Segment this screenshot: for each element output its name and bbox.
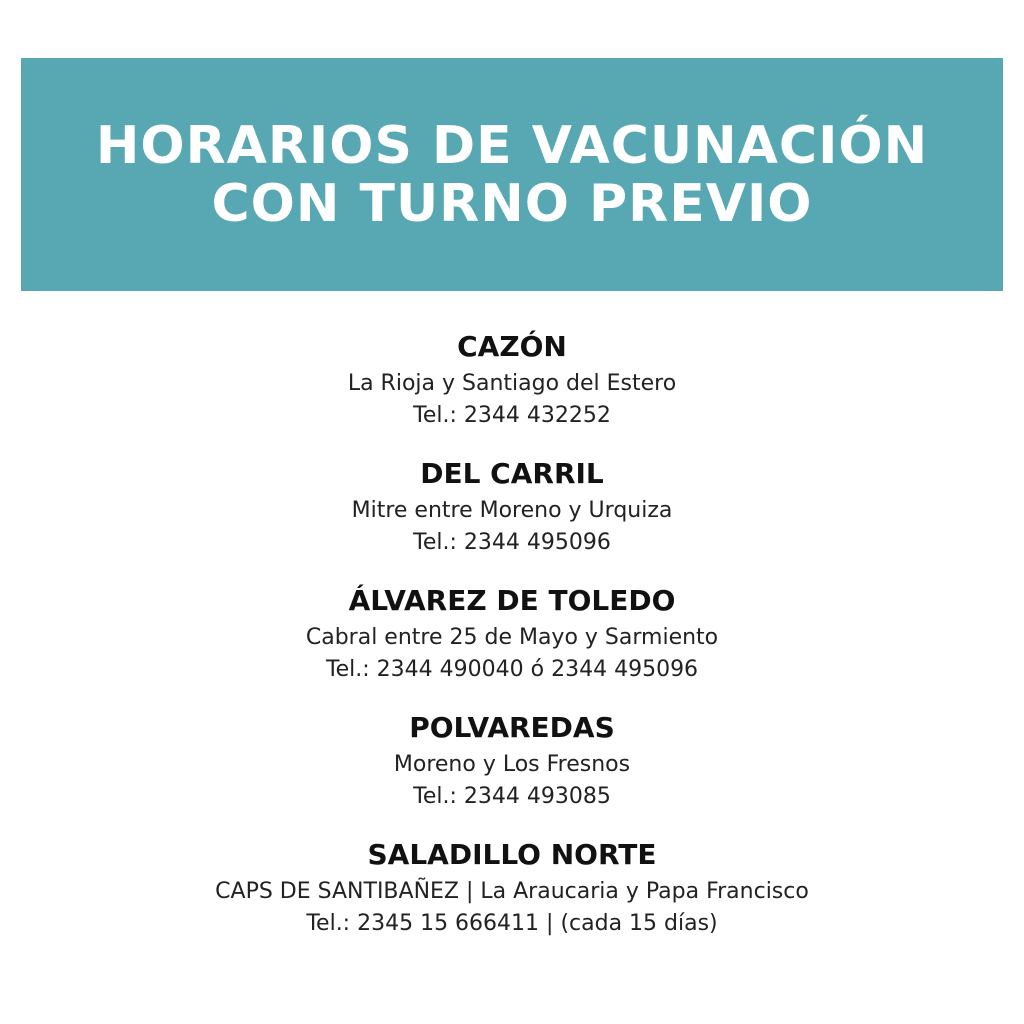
location-address: Mitre entre Moreno y Urquiza — [351, 498, 673, 523]
location-name: ÁLVAREZ DE TOLEDO — [348, 584, 676, 617]
location-address: CAPS DE SANTIBAÑEZ | La Araucaria y Papa Francisco — [215, 879, 809, 904]
location-name: POLVAREDAS — [409, 711, 615, 744]
location-polvaredas — [0, 707, 1024, 813]
location-phone: Tel.: 2344 432252 — [413, 403, 611, 428]
location-alvarez-de-toledo — [0, 580, 1024, 686]
location-address: Cabral entre 25 de Mayo y Sarmiento — [305, 625, 719, 650]
location-phone: Tel.: 2344 490040 ó 2344 495096 — [325, 657, 699, 682]
location-address: Moreno y Los Fresnos — [393, 752, 631, 777]
title-line-2: CON TURNO PREVIO — [211, 173, 813, 234]
location-name: CAZÓN — [457, 330, 567, 363]
location-phone: Tel.: 2345 15 666411 | (cada 15 días) — [306, 911, 718, 936]
location-phone: Tel.: 2344 495096 — [413, 530, 611, 555]
location-del-carril — [0, 453, 1024, 559]
location-address: La Rioja y Santiago del Estero — [347, 371, 677, 396]
locations-list — [0, 326, 1024, 961]
title-line-1: HORARIOS DE VACUNACIÓN — [95, 115, 929, 176]
title-banner — [21, 58, 1003, 291]
location-saladillo-norte — [0, 834, 1024, 940]
location-phone: Tel.: 2344 493085 — [413, 784, 611, 809]
location-cazon — [0, 326, 1024, 432]
location-name: DEL CARRIL — [420, 457, 604, 490]
location-name: SALADILLO NORTE — [367, 838, 657, 871]
